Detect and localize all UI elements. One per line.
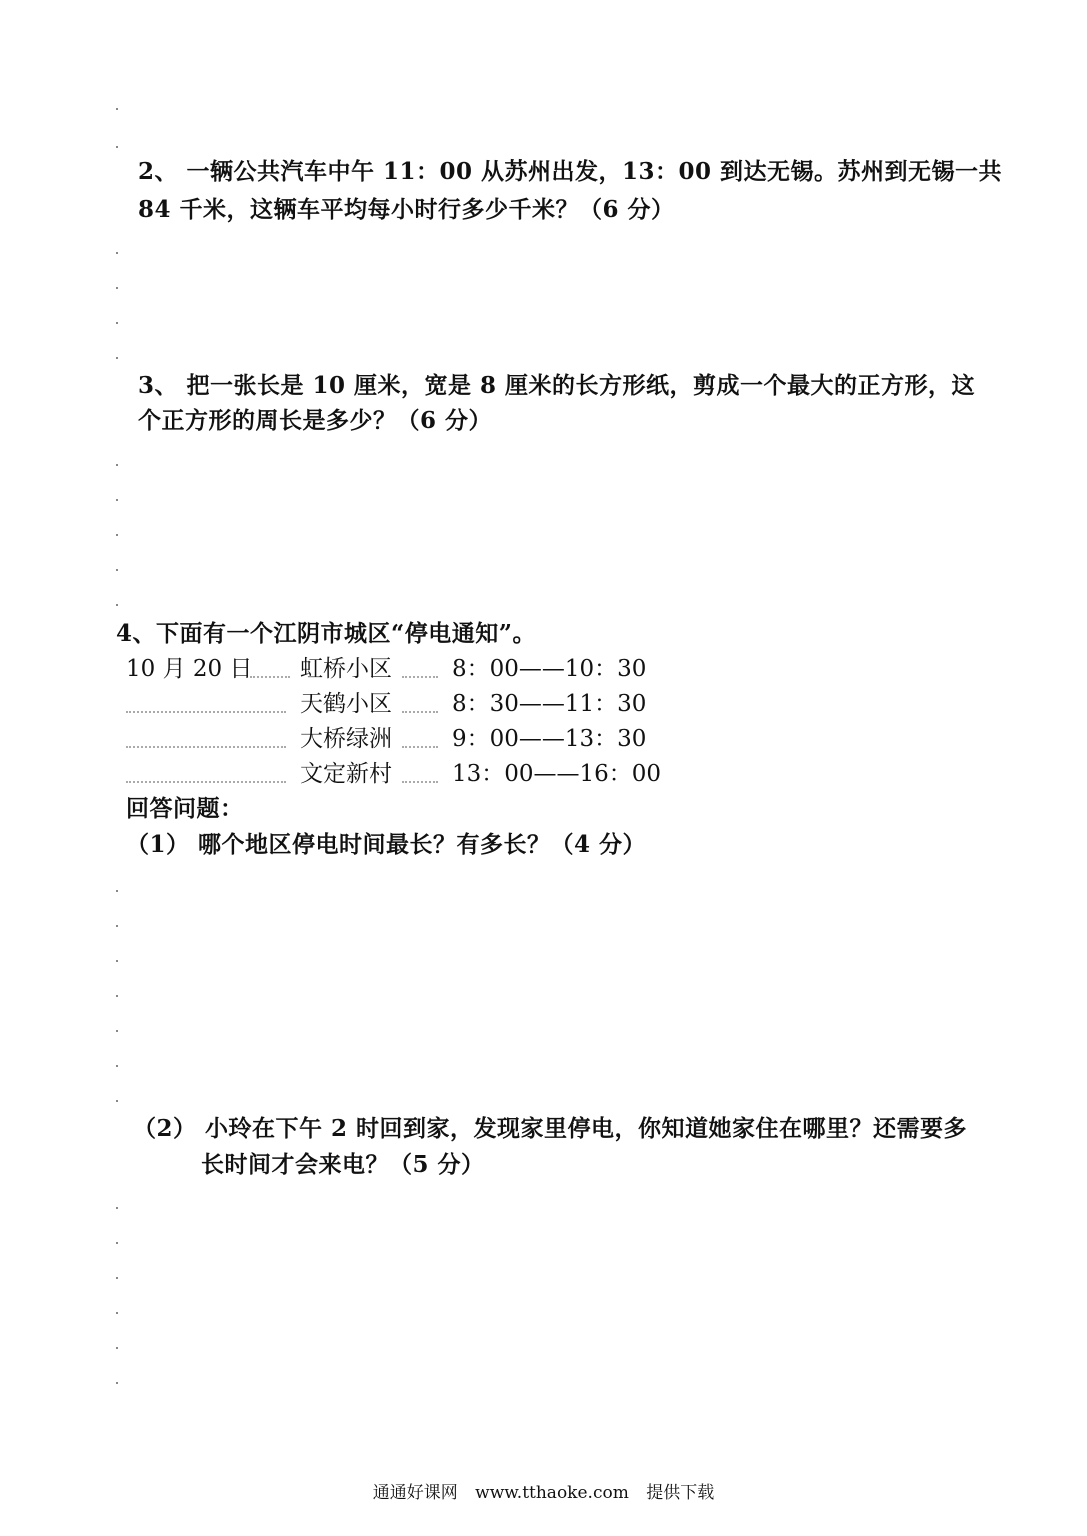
dotted-leader [126,779,286,783]
q4-sub-question-1: （1） 哪个地区停电时间最长？有多长？（4 分） [126,831,647,858]
footer-note: 提供下载 [646,1483,715,1503]
margin-dot [116,322,118,324]
margin-dot [116,464,118,466]
outage-row [126,654,686,684]
dotted-leader [250,674,290,678]
dotted-leader [126,744,286,748]
footer-site-name: 通通好课网 [372,1483,458,1503]
margin-dot [116,604,118,606]
margin-dot [116,108,118,110]
q2-line-2: 84 千米，这辆车平均每小时行多少千米？（6 分） [138,196,675,223]
margin-dot [116,1277,118,1279]
margin-dot [116,252,118,254]
footer-url: www.tthaoke.com [475,1483,629,1503]
q2-line-1: 2、 一辆公共汽车中午 11：00 从苏州出发，13：00 到达无锡。苏州到无锡一共 [138,158,1003,185]
q3-line-2: 个正方形的周长是多少？（6 分） [138,407,493,434]
dotted-leader [126,709,286,713]
outage-area: 虹桥小区 [300,656,392,682]
margin-dot [116,357,118,359]
q3-line-1: 3、 把一张长是 10 厘米，宽是 8 厘米的长方形纸，剪成一个最大的正方形，这 [138,372,976,399]
outage-row [126,689,686,719]
margin-dot [116,960,118,962]
margin-dot [116,146,118,148]
margin-dot [116,890,118,892]
dotted-leader [402,744,438,748]
q4-intro: 4、下面有一个江阴市城区“停电通知”。 [116,620,536,647]
outage-date: 10 月 20 日 [126,656,253,682]
outage-time: 8：00——10：30 [452,656,647,682]
page-footer [0,1481,1087,1505]
margin-dot [116,569,118,571]
outage-row [126,724,686,754]
dotted-leader [402,779,438,783]
margin-dot [116,1347,118,1349]
margin-dot [116,287,118,289]
margin-dot [116,1100,118,1102]
outage-time: 8：30——11：30 [452,691,647,717]
margin-dot [116,1382,118,1384]
dotted-leader [402,709,438,713]
outage-area: 天鹤小区 [300,691,392,717]
margin-dot [116,1207,118,1209]
dotted-leader [402,674,438,678]
margin-dot [116,925,118,927]
margin-dot [116,499,118,501]
q4-sub-question-2-line-1: （2） 小玲在下午 2 时回到家，发现家里停电，你知道她家住在哪里？还需要多 [133,1115,968,1142]
answer-label: 回答问题： [126,795,244,822]
outage-time: 13：00——16：00 [452,761,662,787]
margin-dot [116,1242,118,1244]
margin-dot [116,995,118,997]
margin-dot [116,1030,118,1032]
margin-dot [116,534,118,536]
outage-time: 9：00——13：30 [452,726,647,752]
margin-dot [116,1312,118,1314]
margin-dot [116,1065,118,1067]
outage-area: 大桥绿洲 [300,726,392,752]
q4-sub-question-2-line-2: 长时间才会来电？（5 分） [201,1151,485,1178]
outage-area: 文定新村 [300,761,392,787]
outage-row [126,759,686,789]
